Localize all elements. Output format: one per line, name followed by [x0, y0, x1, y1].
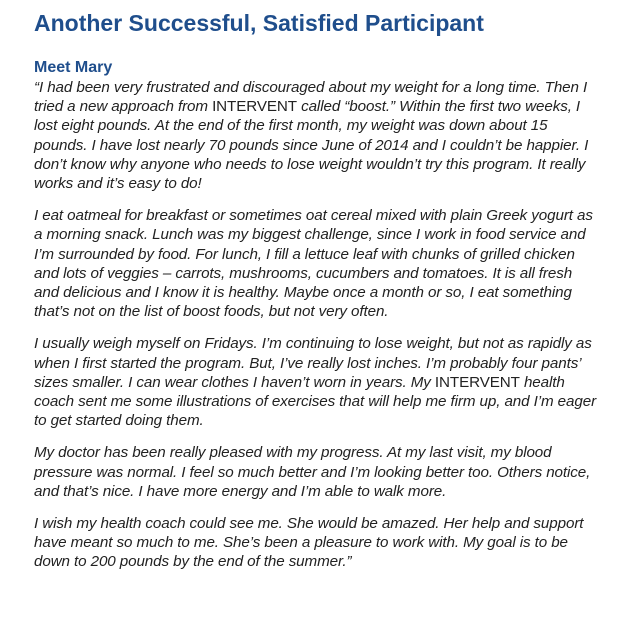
testimonial-paragraph-1 [34, 78, 600, 193]
testimonial-paragraph-3 [34, 334, 600, 430]
testimonial-page [34, 8, 600, 585]
testimonial-paragraph-4: My doctor has been really pleased with my progress. At my last visit, my blood pressure was normal. I feel so much better and I’m looking better too. Others notice, and that’s nice. I have more energy and I’m able to walk more. [34, 444, 591, 500]
intervent-brand-name: INTERVENT [434, 373, 520, 391]
testimonial-subtitle: Meet Mary [34, 59, 113, 76]
page-title: Another Successful, Satisfied Participant [34, 10, 484, 36]
paragraph-3-part-a: I usually weigh myself on Fridays. I’m continuing to lose weight, but not as rapidly as when I first started the program. But, I’ve really lost inches. I’m probably four pants’ sizes smaller. I can wear clothes I haven’t worn in years. My [34, 335, 592, 391]
paragraph-3-part-c: health coach sent me some illustrations of exercises that will help me firm up, and I’m eager to get started doing them. [34, 373, 597, 430]
intervent-brand-name: INTERVENT [212, 98, 297, 116]
testimonial-paragraph-5: I wish my health coach could see me. She would be amazed. Her help and support have meant so much to me. She’s been a pleasure to work with. My goal is to be down to 200 pounds by the end of the summer.” [34, 515, 584, 571]
paragraph-1-part-c: called “boost.” Within the first two weeks, I lost eight pounds. At the end of the first month, my weight was down about 15 pounds. I have lost nearly 70 pounds since June of 2014 and I couldn’t be happier. I don’t know why anyone who needs to lose weight wouldn’t try this program. It really works and it’s easy to do! [34, 98, 589, 193]
paragraph-1-part-a: “I had been very frustrated and discouraged about my weight for a long time. Then I tried a new approach from [34, 79, 588, 116]
testimonial-paragraph-2: I eat oatmeal for breakfast or sometimes oat cereal mixed with plain Greek yogurt as a morning snack. Lunch was my biggest challenge, since I work in food service and I’m surrounded by food. For lunch, I fill a lettuce leaf with chunks of grilled chicken and lots of veggies – carrots, mushrooms, cucumbers and tomatoes. It is all fresh and delicious and I know it is healthy. Maybe once a month or so, I eat something that’s not on the list of boost foods, but not very often. [34, 207, 593, 321]
